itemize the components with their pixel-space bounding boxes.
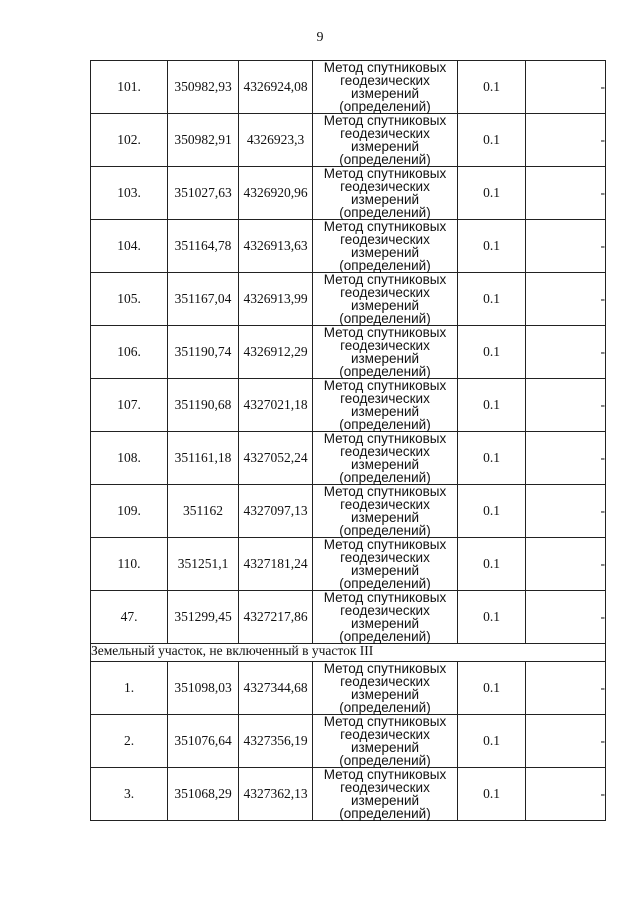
method-line: (определений) <box>339 470 431 485</box>
note-cell: - <box>526 61 606 114</box>
note-cell: - <box>526 114 606 167</box>
note-cell: - <box>526 273 606 326</box>
x-coordinate-cell: 351299,45 <box>168 591 239 644</box>
method-cell <box>313 485 458 538</box>
method-cell <box>313 220 458 273</box>
y-coordinate-cell: 4327344,68 <box>239 662 313 715</box>
y-coordinate-cell: 4326920,96 <box>239 167 313 220</box>
x-coordinate-cell: 351167,04 <box>168 273 239 326</box>
point-number-cell: 2. <box>91 715 168 768</box>
y-coordinate-cell: 4327021,18 <box>239 379 313 432</box>
y-coordinate-cell: 4327356,19 <box>239 715 313 768</box>
method-line: (определений) <box>339 806 431 821</box>
method-line: (определений) <box>339 311 431 326</box>
x-coordinate-cell: 351027,63 <box>168 167 239 220</box>
accuracy-cell: 0.1 <box>458 485 526 538</box>
point-number-cell: 3. <box>91 768 168 821</box>
method-line: Метод спутниковых <box>323 378 447 393</box>
accuracy-cell: 0.1 <box>458 326 526 379</box>
accuracy-cell: 0.1 <box>458 379 526 432</box>
method-cell <box>313 326 458 379</box>
table-row <box>91 485 606 538</box>
note-cell: - <box>526 662 606 715</box>
point-number-cell: 101. <box>91 61 168 114</box>
y-coordinate-cell: 4326924,08 <box>239 61 313 114</box>
accuracy-cell: 0.1 <box>458 273 526 326</box>
method-line: геодезических измерений <box>340 232 430 260</box>
method-line: геодезических измерений <box>340 391 430 419</box>
method-line: (определений) <box>339 629 431 644</box>
table-row <box>91 432 606 485</box>
method-line: геодезических измерений <box>340 179 430 207</box>
point-number-cell: 105. <box>91 273 168 326</box>
y-coordinate-cell: 4327217,86 <box>239 591 313 644</box>
method-line: геодезических измерений <box>340 550 430 578</box>
method-line: (определений) <box>339 205 431 220</box>
accuracy-cell: 0.1 <box>458 591 526 644</box>
note-cell: - <box>526 432 606 485</box>
method-line: Метод спутниковых <box>323 113 447 128</box>
accuracy-cell: 0.1 <box>458 432 526 485</box>
table-row <box>91 715 606 768</box>
y-coordinate-cell: 4326913,63 <box>239 220 313 273</box>
method-line: Метод спутниковых <box>323 272 447 287</box>
x-coordinate-cell: 351162 <box>168 485 239 538</box>
method-line: Метод спутниковых <box>323 431 447 446</box>
note-cell: - <box>526 768 606 821</box>
point-number-cell: 107. <box>91 379 168 432</box>
note-cell: - <box>526 220 606 273</box>
table-row <box>91 114 606 167</box>
method-line: (определений) <box>339 417 431 432</box>
x-coordinate-cell: 351190,74 <box>168 326 239 379</box>
table-row <box>91 273 606 326</box>
section-title: Земельный участок, не включенный в участок III <box>91 642 374 658</box>
y-coordinate-cell: 4326913,99 <box>239 273 313 326</box>
method-line: геодезических измерений <box>340 780 430 808</box>
point-number-cell: 108. <box>91 432 168 485</box>
method-line: Метод спутниковых <box>323 219 447 234</box>
method-line: геодезических измерений <box>340 73 430 101</box>
table-row <box>91 220 606 273</box>
method-cell <box>313 715 458 768</box>
note-cell: - <box>526 167 606 220</box>
table-row <box>91 591 606 644</box>
table-row <box>91 61 606 114</box>
method-line: Метод спутниковых <box>323 661 447 676</box>
method-line: геодезических измерений <box>340 126 430 154</box>
method-line: Метод спутниковых <box>323 590 447 605</box>
method-line: геодезических измерений <box>340 444 430 472</box>
method-line: (определений) <box>339 753 431 768</box>
page-number: 9 <box>316 30 324 45</box>
method-cell <box>313 167 458 220</box>
table-row <box>91 167 606 220</box>
method-cell <box>313 432 458 485</box>
method-line: (определений) <box>339 523 431 538</box>
accuracy-cell: 0.1 <box>458 768 526 821</box>
accuracy-cell: 0.1 <box>458 662 526 715</box>
y-coordinate-cell: 4326912,29 <box>239 326 313 379</box>
note-cell: - <box>526 538 606 591</box>
y-coordinate-cell: 4327097,13 <box>239 485 313 538</box>
accuracy-cell: 0.1 <box>458 220 526 273</box>
table-row <box>91 768 606 821</box>
section-row <box>91 644 606 662</box>
method-line: геодезических измерений <box>340 285 430 313</box>
table-row <box>91 662 606 715</box>
method-cell <box>313 662 458 715</box>
method-line: геодезических измерений <box>340 338 430 366</box>
method-cell <box>313 273 458 326</box>
point-number-cell: 102. <box>91 114 168 167</box>
method-line: (определений) <box>339 364 431 379</box>
x-coordinate-cell: 350982,93 <box>168 61 239 114</box>
coordinates-table <box>90 60 606 821</box>
method-line: (определений) <box>339 99 431 114</box>
x-coordinate-cell: 351164,78 <box>168 220 239 273</box>
y-coordinate-cell: 4327052,24 <box>239 432 313 485</box>
x-coordinate-cell: 351076,64 <box>168 715 239 768</box>
method-line: геодезических измерений <box>340 603 430 631</box>
method-cell <box>313 538 458 591</box>
point-number-cell: 103. <box>91 167 168 220</box>
point-number-cell: 109. <box>91 485 168 538</box>
method-line: Метод спутниковых <box>323 767 447 782</box>
point-number-cell: 106. <box>91 326 168 379</box>
method-line: Метод спутниковых <box>323 714 447 729</box>
method-line: Метод спутниковых <box>323 166 447 181</box>
x-coordinate-cell: 351068,29 <box>168 768 239 821</box>
method-line: Метод спутниковых <box>323 325 447 340</box>
x-coordinate-cell: 351098,03 <box>168 662 239 715</box>
method-line: (определений) <box>339 576 431 591</box>
y-coordinate-cell: 4327181,24 <box>239 538 313 591</box>
table-row <box>91 379 606 432</box>
method-line: (определений) <box>339 700 431 715</box>
method-line: геодезических измерений <box>340 497 430 525</box>
section-title-cell <box>91 644 606 662</box>
method-cell <box>313 768 458 821</box>
point-number-cell: 1. <box>91 662 168 715</box>
method-line: геодезических измерений <box>340 727 430 755</box>
accuracy-cell: 0.1 <box>458 538 526 591</box>
x-coordinate-cell: 350982,91 <box>168 114 239 167</box>
method-cell <box>313 114 458 167</box>
note-cell: - <box>526 485 606 538</box>
method-line: Метод спутниковых <box>323 484 447 499</box>
method-line: (определений) <box>339 258 431 273</box>
x-coordinate-cell: 351251,1 <box>168 538 239 591</box>
accuracy-cell: 0.1 <box>458 167 526 220</box>
accuracy-cell: 0.1 <box>458 61 526 114</box>
accuracy-cell: 0.1 <box>458 715 526 768</box>
table-row <box>91 326 606 379</box>
x-coordinate-cell: 351190,68 <box>168 379 239 432</box>
point-number-cell: 47. <box>91 591 168 644</box>
note-cell: - <box>526 715 606 768</box>
method-line: Метод спутниковых <box>323 537 447 552</box>
method-cell <box>313 591 458 644</box>
note-cell: - <box>526 591 606 644</box>
accuracy-cell: 0.1 <box>458 114 526 167</box>
point-number-cell: 110. <box>91 538 168 591</box>
method-line: (определений) <box>339 152 431 167</box>
method-line: геодезических измерений <box>340 674 430 702</box>
note-cell: - <box>526 326 606 379</box>
method-cell <box>313 379 458 432</box>
note-cell: - <box>526 379 606 432</box>
x-coordinate-cell: 351161,18 <box>168 432 239 485</box>
table-row <box>91 538 606 591</box>
method-cell <box>313 61 458 114</box>
method-line: Метод спутниковых <box>323 60 447 75</box>
y-coordinate-cell: 4327362,13 <box>239 768 313 821</box>
point-number-cell: 104. <box>91 220 168 273</box>
y-coordinate-cell: 4326923,3 <box>239 114 313 167</box>
